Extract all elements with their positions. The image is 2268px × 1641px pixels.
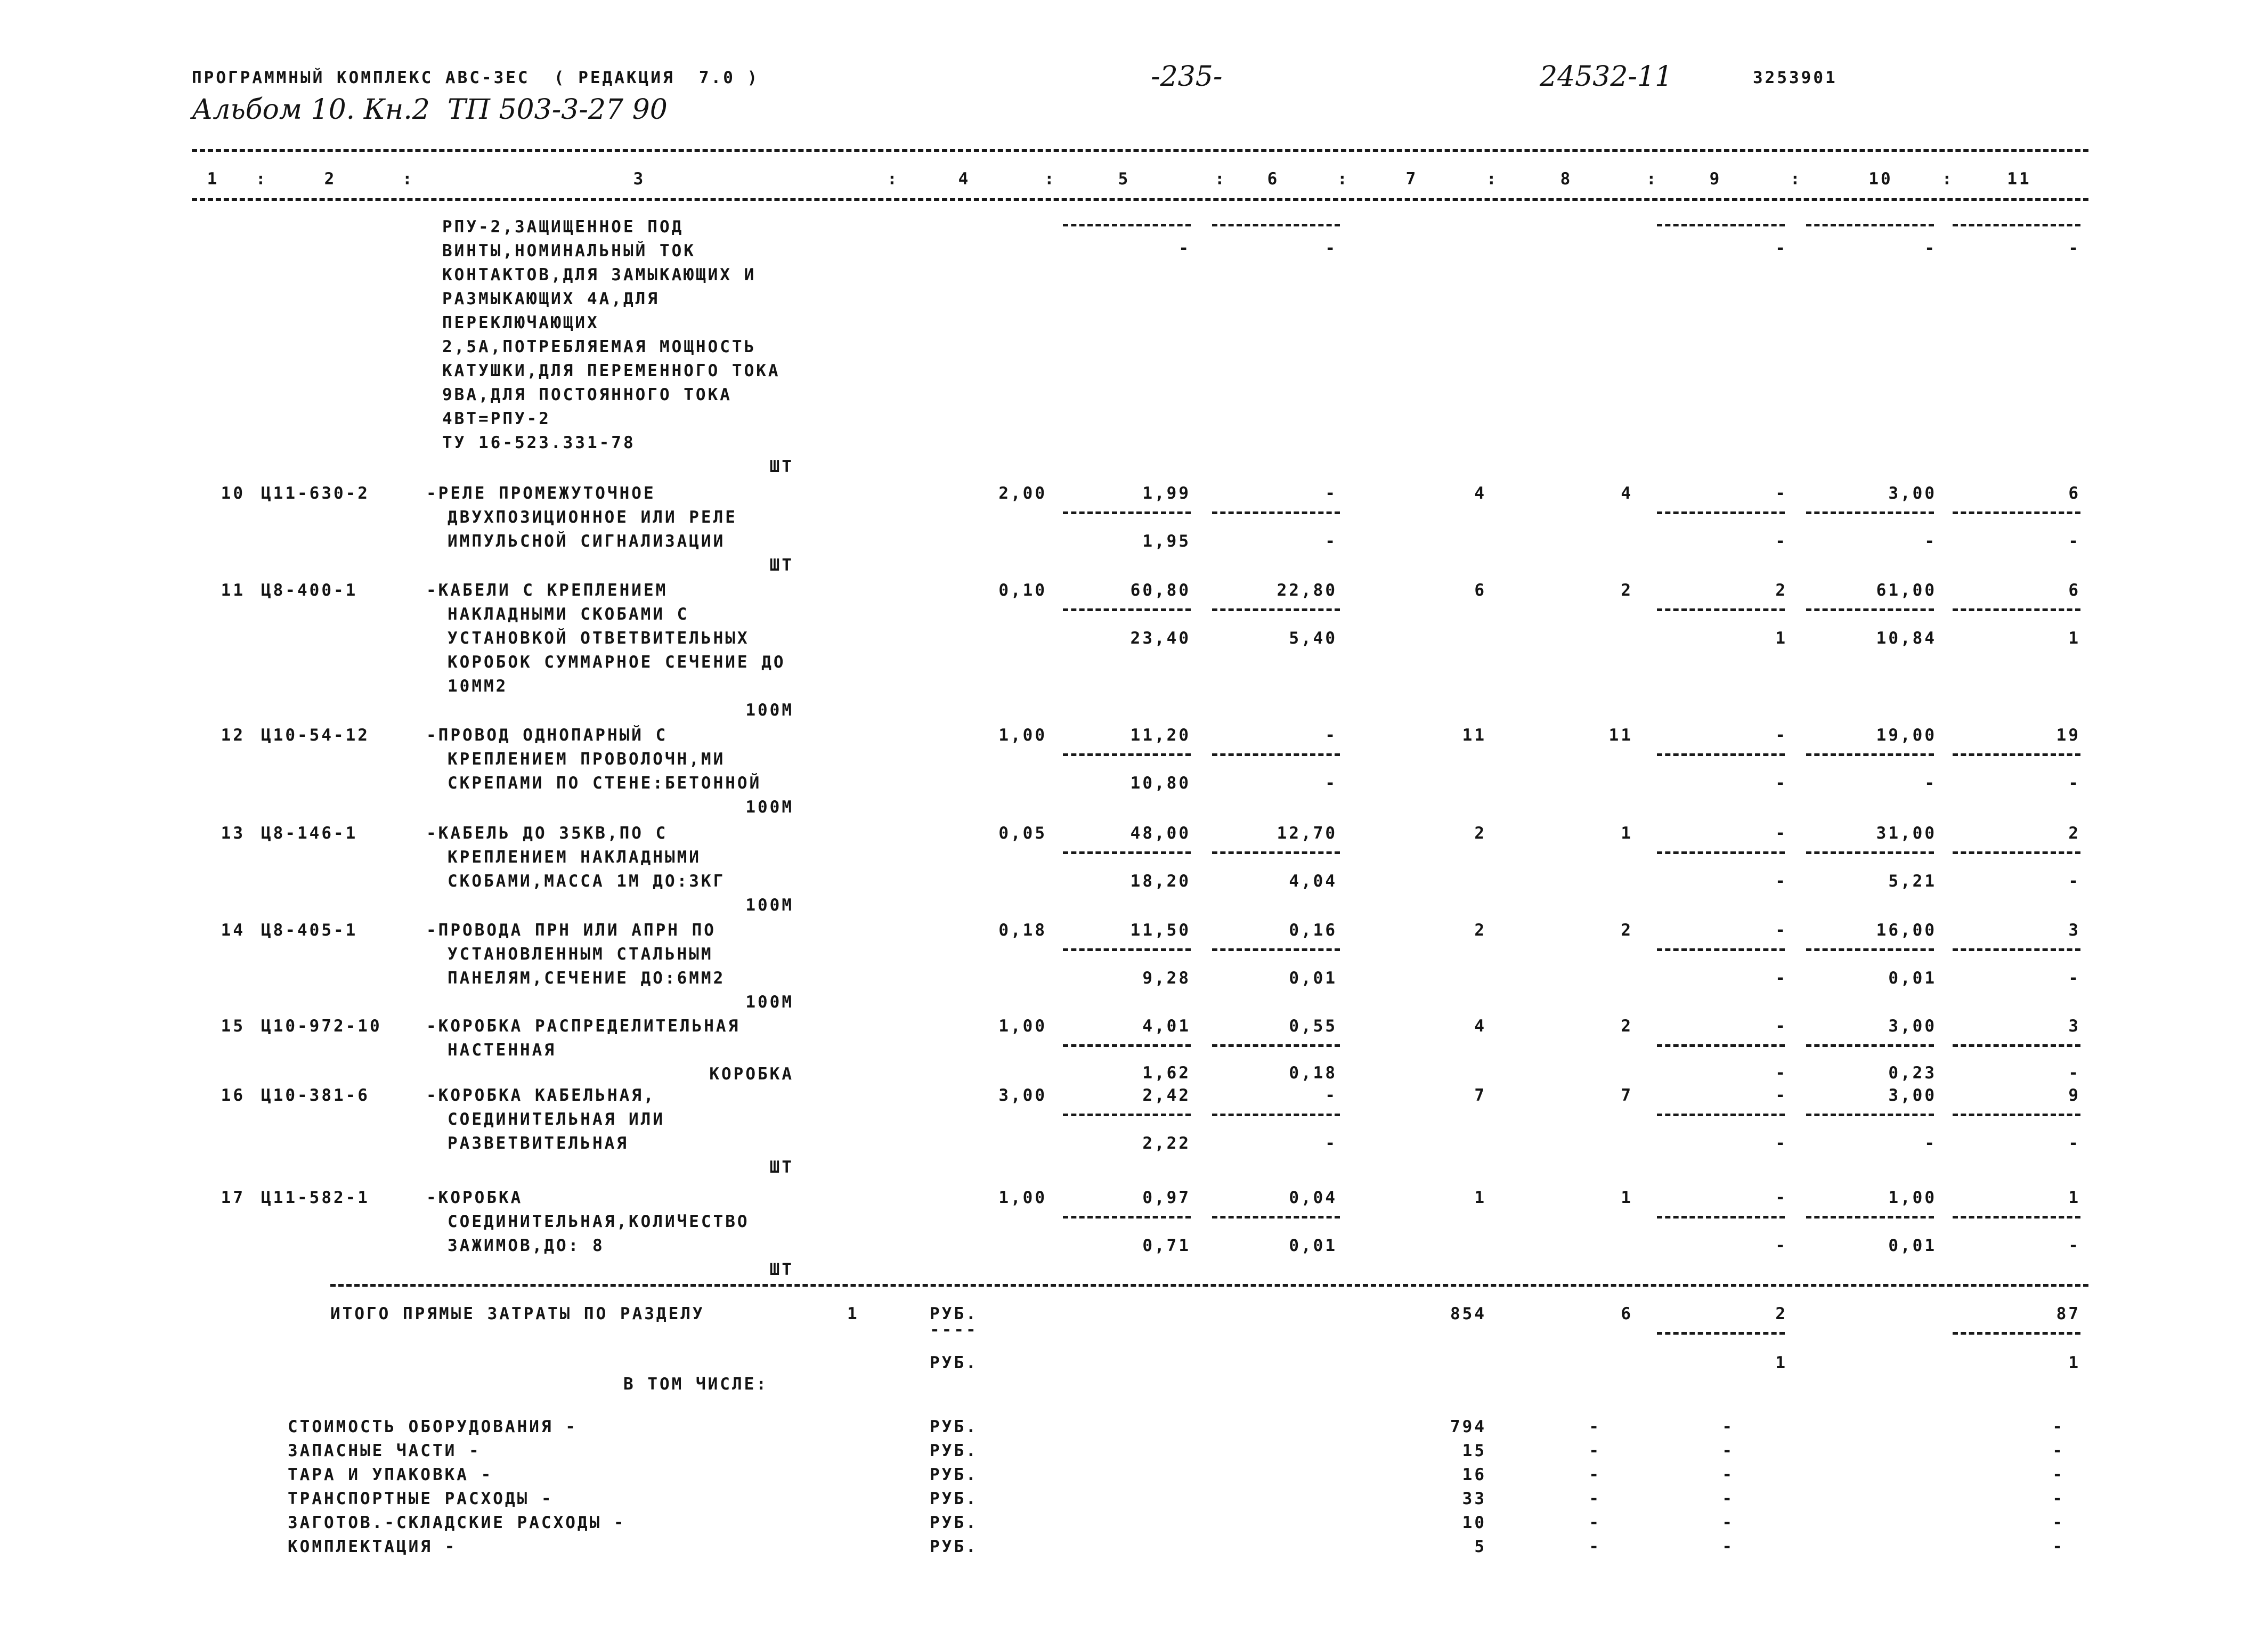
breakdown-c8: -: [1589, 1513, 1601, 1532]
cell-c9-sub: 1: [1775, 629, 1787, 648]
cell-c9: -: [1775, 484, 1787, 503]
dashed-rule: [1063, 224, 1191, 226]
cell-c10: 19,00: [1876, 726, 1937, 745]
cell-c6-sub: 0,01: [1289, 1236, 1337, 1255]
dashed-rule: [1657, 608, 1785, 611]
cell-c10: 3,00: [1888, 1086, 1937, 1105]
breakdown-c11: -: [2052, 1537, 2064, 1556]
dashed-rule: [1657, 1114, 1785, 1116]
column-header-4: 4: [958, 169, 971, 189]
cell-c6-sub: 0,18: [1289, 1063, 1337, 1083]
item-name-line: -ПРОВОД ОДНОПАРНЫЙ С: [426, 726, 668, 745]
breakdown-label: ЗАГОТОВ.-СКЛАДСКИЕ РАСХОДЫ -: [288, 1513, 626, 1532]
breakdown-c9: -: [1722, 1489, 1734, 1508]
cell-c6: 0,16: [1289, 921, 1337, 940]
cell-c7: 1: [1474, 1188, 1486, 1207]
column-separator: :: [1215, 169, 1227, 189]
totals-c8: 6: [1621, 1304, 1633, 1323]
document-code: 24532-11: [1540, 61, 1673, 93]
dashed-rule: [1063, 511, 1191, 514]
unit-label: ШТ: [769, 457, 794, 476]
cell-c10-sub: -: [1924, 532, 1937, 551]
description-line: КОНТАКТОВ,ДЛЯ ЗАМЫКАЮЩИХ И: [442, 265, 757, 285]
item-name-line: -КОРОБКА РАСПРЕДЕЛИТЕЛЬНАЯ: [426, 1017, 741, 1036]
column-separator: :: [1044, 169, 1056, 189]
album-reference: Альбом 10. Кн.2 ТП 503-3-27 90: [192, 94, 668, 126]
cell-c5: 2,42: [1142, 1086, 1191, 1105]
cell-quantity: 1,00: [998, 1017, 1047, 1036]
breakdown-c7: 10: [1462, 1513, 1486, 1532]
breakdown-unit: РУБ.: [930, 1441, 978, 1460]
cell-c5: 1,99: [1142, 484, 1191, 503]
item-name-line: 10ММ2: [448, 677, 508, 696]
cell-c11: 3: [2068, 1017, 2080, 1036]
dashed-rule: [1063, 948, 1191, 951]
dashed-rule: [1657, 851, 1785, 854]
dashed-rule: [1953, 851, 2080, 854]
cell-c11-sub: -: [2068, 532, 2080, 551]
dashed-rule: [1806, 1216, 1934, 1218]
cell-quantity: 1,00: [998, 726, 1047, 745]
dashed-rule: [1953, 1044, 2080, 1047]
item-name-line: СКОБАМИ,МАССА 1М ДО:3КГ: [448, 872, 726, 891]
cell-c11: 19: [2056, 726, 2080, 745]
item-name-line: СОЕДИНИТЕЛЬНАЯ,КОЛИЧЕСТВО: [448, 1212, 750, 1231]
breakdown-c8: -: [1589, 1441, 1601, 1460]
cell-c11: 6: [2068, 581, 2080, 600]
item-name-line: СКРЕПАМИ ПО СТЕНЕ:БЕТОННОЙ: [448, 774, 762, 793]
cell-c7: 7: [1474, 1086, 1486, 1105]
document-id: 3253901: [1753, 68, 1838, 87]
description-line: РПУ-2,ЗАЩИЩЕННОЕ ПОД: [442, 217, 684, 237]
unit-label: 100М: [745, 896, 794, 915]
unit-label: КОРОБКА: [709, 1065, 794, 1084]
column-separator: :: [887, 169, 899, 189]
cell-c6-sub: -: [1325, 774, 1337, 793]
cell-c11-sub: -: [2068, 969, 2080, 988]
row-number: 13: [221, 824, 245, 843]
column-separator: :: [1790, 169, 1802, 189]
row-number: 14: [221, 921, 245, 940]
breakdown-c7: 16: [1462, 1465, 1486, 1484]
cell-c11-sub: -: [2068, 872, 2080, 891]
dashed-rule: [1657, 948, 1785, 951]
column-header-5: 5: [1118, 169, 1131, 189]
cell-c10: 61,00: [1876, 581, 1937, 600]
dashed-rule: [1063, 1044, 1191, 1047]
cell-c6-sub: 0,01: [1289, 969, 1337, 988]
dashed-rule: [1953, 753, 2080, 756]
item-name-line: НАКЛАДНЫМИ СКОБАМИ С: [448, 605, 689, 624]
breakdown-label: КОМПЛЕКТАЦИЯ -: [288, 1537, 457, 1556]
breakdown-c9: -: [1722, 1417, 1734, 1436]
dashed-rule: [1657, 753, 1785, 756]
cell-quantity: 0,18: [998, 921, 1047, 940]
dashed-rule: [1063, 608, 1191, 611]
cell-c9: -: [1775, 1086, 1787, 1105]
cell-c8: 4: [1621, 484, 1633, 503]
cell-c5-sub: 18,20: [1130, 872, 1191, 891]
cell-c5-sub: 2,22: [1142, 1134, 1191, 1153]
cell-c6: 0,55: [1289, 1017, 1337, 1036]
cell-c11: 3: [2068, 921, 2080, 940]
breakdown-label: ТАРА И УПАКОВКА -: [288, 1465, 493, 1484]
dashed-rule: [1063, 1114, 1191, 1116]
dashed-rule: [1953, 608, 2080, 611]
item-name-line: УСТАНОВКОЙ ОТВЕТВИТЕЛЬНЫХ: [448, 629, 750, 648]
cell-c8: 7: [1621, 1086, 1633, 1105]
item-name-line: СОЕДИНИТЕЛЬНАЯ ИЛИ: [448, 1110, 665, 1129]
column-header-10: 10: [1868, 169, 1893, 189]
description-line: 4ВТ=РПУ-2: [442, 409, 551, 428]
breakdown-c11: -: [2052, 1465, 2064, 1484]
cell-c5-sub: 9,28: [1142, 969, 1191, 988]
dashed-rule: [1953, 224, 2080, 226]
cell-c10: 31,00: [1876, 824, 1937, 843]
cell-c9-sub: -: [1775, 1236, 1787, 1255]
breakdown-c7: 33: [1462, 1489, 1486, 1508]
item-name-line: ПАНЕЛЯМ,СЕЧЕНИЕ ДО:6ММ2: [448, 969, 726, 988]
cell-c11-sub: -: [2068, 1236, 2080, 1255]
cell-c6: 0,04: [1289, 1188, 1337, 1207]
dashed-rule: [1212, 511, 1340, 514]
dashed-rule: [1806, 511, 1934, 514]
item-name-line: -КОРОБКА: [426, 1188, 523, 1207]
dashed-rule: [1212, 1216, 1340, 1218]
cell-quantity: 2,00: [998, 484, 1047, 503]
breakdown-label: ЗАПАСНЫЕ ЧАСТИ -: [288, 1441, 481, 1460]
totals-label: ИТОГО ПРЯМЫЕ ЗАТРАТЫ ПО РАЗДЕЛУ: [330, 1304, 705, 1323]
dashed-rule: [1806, 1044, 1934, 1047]
cell-c11-sub: -: [2068, 1134, 2080, 1153]
totals-c7: 854: [1450, 1304, 1486, 1323]
row-number: 12: [221, 726, 245, 745]
cell-c5: 48,00: [1130, 824, 1191, 843]
cell-c10: 3,00: [1888, 484, 1937, 503]
description-line: 9ВА,ДЛЯ ПОСТОЯННОГО ТОКА: [442, 385, 732, 404]
cell-c7: 4: [1474, 484, 1486, 503]
cell-c9: -: [1775, 239, 1787, 258]
breakdown-c11: -: [2052, 1441, 2064, 1460]
totals-unit: РУБ.: [930, 1304, 978, 1323]
including-heading: В ТОМ ЧИСЛЕ:: [623, 1375, 768, 1394]
dashed-rule: [1953, 1114, 2080, 1116]
cell-c9-sub: -: [1775, 872, 1787, 891]
cell-c10: -: [1924, 239, 1937, 258]
unit-label: 100М: [745, 993, 794, 1012]
column-header-11: 11: [2007, 169, 2031, 189]
cell-c8: 2: [1621, 921, 1633, 940]
column-header-3: 3: [633, 169, 646, 189]
cell-c9-sub: -: [1775, 774, 1787, 793]
unit-label: ШТ: [769, 556, 794, 575]
cell-c5: 60,80: [1130, 581, 1191, 600]
dashed-rule: [1806, 851, 1934, 854]
dashed-rule: [1657, 224, 1785, 226]
cell-c11: 2: [2068, 824, 2080, 843]
cell-c6-sub: -: [1325, 532, 1337, 551]
row-number: 15: [221, 1017, 245, 1036]
cell-c7: 6: [1474, 581, 1486, 600]
cell-c8: 1: [1621, 1188, 1633, 1207]
item-name-line: -КАБЕЛЬ ДО 35КВ,ПО С: [426, 824, 668, 843]
cell-c9: -: [1775, 1188, 1787, 1207]
cell-c6: -: [1325, 484, 1337, 503]
breakdown-label: ТРАНСПОРТНЫЕ РАСХОДЫ -: [288, 1489, 554, 1508]
dashed-rule: [1212, 948, 1340, 951]
column-separator: :: [1337, 169, 1350, 189]
breakdown-c7: 15: [1462, 1441, 1486, 1460]
breakdown-unit: РУБ.: [930, 1489, 978, 1508]
breakdown-c9: -: [1722, 1441, 1734, 1460]
breakdown-c9: -: [1722, 1513, 1734, 1532]
cell-c9: -: [1775, 921, 1787, 940]
item-name-line: -КОРОБКА КАБЕЛЬНАЯ,: [426, 1086, 656, 1105]
unit-label: ШТ: [769, 1260, 794, 1279]
totals-c11: 87: [2056, 1304, 2080, 1323]
totals-c9-sub: 1: [1775, 1353, 1787, 1372]
cell-c9-sub: -: [1775, 532, 1787, 551]
cell-c9: -: [1775, 824, 1787, 843]
breakdown-unit: РУБ.: [930, 1465, 978, 1484]
breakdown-c11: -: [2052, 1489, 2064, 1508]
dashed-rule: [1806, 753, 1934, 756]
column-header-7: 7: [1405, 169, 1418, 189]
breakdown-c9: -: [1722, 1465, 1734, 1484]
column-separator: :: [402, 169, 414, 189]
item-name-line: КРЕПЛЕНИЕМ ПРОВОЛОЧН,МИ: [448, 750, 726, 769]
cell-c5-sub: 10,80: [1130, 774, 1191, 793]
dashed-rule: [1953, 1216, 2080, 1218]
cell-quantity: 0,05: [998, 824, 1047, 843]
totals-c9: 2: [1775, 1304, 1787, 1323]
breakdown-c11: -: [2052, 1417, 2064, 1436]
cell-c10-sub: -: [1924, 1134, 1937, 1153]
dashed-rule: [1063, 753, 1191, 756]
item-name-line: ЗАЖИМОВ,ДО: 8: [448, 1236, 605, 1255]
breakdown-c8: -: [1589, 1537, 1601, 1556]
item-name-line: КОРОБОК СУММАРНОЕ СЕЧЕНИЕ ДО: [448, 653, 786, 672]
cell-c10-sub: -: [1924, 774, 1937, 793]
cell-quantity: 3,00: [998, 1086, 1047, 1105]
breakdown-unit: РУБ.: [930, 1537, 978, 1556]
norm-code: Ц8-405-1: [261, 921, 358, 940]
cell-c11-sub: -: [2068, 1063, 2080, 1083]
cell-c8: 1: [1621, 824, 1633, 843]
column-separator: :: [1486, 169, 1499, 189]
cell-c11: 9: [2068, 1086, 2080, 1105]
cell-quantity: 0,10: [998, 581, 1047, 600]
dashed-rule: [1806, 1114, 1934, 1116]
cell-c11: 1: [2068, 1188, 2080, 1207]
totals-c11-sub: 1: [2068, 1353, 2080, 1372]
cell-c5-sub: 23,40: [1130, 629, 1191, 648]
cell-quantity: 1,00: [998, 1188, 1047, 1207]
cell-c9: -: [1775, 726, 1787, 745]
norm-code: Ц8-400-1: [261, 581, 358, 600]
dashed-rule: [1657, 1216, 1785, 1218]
column-header-8: 8: [1560, 169, 1573, 189]
item-name-line: УСТАНОВЛЕННЫМ СТАЛЬНЫМ: [448, 945, 713, 964]
row-number: 11: [221, 581, 245, 600]
cell-c8: 2: [1621, 1017, 1633, 1036]
cell-c9-sub: -: [1775, 1134, 1787, 1153]
dashed-rule: [1212, 753, 1340, 756]
norm-code: Ц10-54-12: [261, 726, 370, 745]
cell-c5: 4,01: [1142, 1017, 1191, 1036]
description-line: КАТУШКИ,ДЛЯ ПЕРЕМЕННОГО ТОКА: [442, 361, 781, 380]
dashed-rule: [1063, 851, 1191, 854]
dashed-rule: [1212, 1114, 1340, 1116]
cell-c5-sub: 1,95: [1142, 532, 1191, 551]
cell-c6: -: [1325, 239, 1337, 258]
program-header: ПРОГРАММНЫЙ КОМПЛЕКС АВС-ЗЕС ( РЕДАКЦИЯ 7.0 ): [192, 68, 760, 87]
breakdown-c9: -: [1722, 1537, 1734, 1556]
header-rule-bottom: [192, 198, 2088, 201]
cell-c10: 1,00: [1888, 1188, 1937, 1207]
cell-c10: 16,00: [1876, 921, 1937, 940]
dashed-rule: [1212, 224, 1340, 226]
norm-code: Ц8-146-1: [261, 824, 358, 843]
cell-c5-sub: 1,62: [1142, 1063, 1191, 1083]
unit-label: 100М: [745, 701, 794, 720]
description-line: ТУ 16-523.331-78: [442, 433, 636, 452]
cell-c6: -: [1325, 1086, 1337, 1105]
cell-c11-sub: 1: [2068, 629, 2080, 648]
cell-c5-sub: 0,71: [1142, 1236, 1191, 1255]
cell-c6-sub: 5,40: [1289, 629, 1337, 648]
dashed-rule: [1953, 948, 2080, 951]
dashed-rule: [1806, 224, 1934, 226]
dashed-rule: [1657, 1332, 1785, 1335]
norm-code: Ц10-381-6: [261, 1086, 370, 1105]
cell-c7: 4: [1474, 1017, 1486, 1036]
dashed-rule: [1212, 608, 1340, 611]
header-rule-top: [192, 149, 2088, 152]
cell-c6-sub: -: [1325, 1134, 1337, 1153]
breakdown-unit: РУБ.: [930, 1417, 978, 1436]
cell-c6-sub: 4,04: [1289, 872, 1337, 891]
totals-section: 1: [847, 1304, 859, 1323]
cell-c10-sub: 0,01: [1888, 1236, 1937, 1255]
norm-code: Ц11-630-2: [261, 484, 370, 503]
cell-c8: 2: [1621, 581, 1633, 600]
breakdown-c7: 794: [1450, 1417, 1486, 1436]
item-name-line: ДВУХПОЗИЦИОННОЕ ИЛИ РЕЛЕ: [448, 508, 737, 527]
cell-c11: 6: [2068, 484, 2080, 503]
dashed-rule: [1806, 948, 1934, 951]
cell-c9-sub: -: [1775, 969, 1787, 988]
row-number: 16: [221, 1086, 245, 1105]
item-name-line: РАЗВЕТВИТЕЛЬНАЯ: [448, 1134, 629, 1153]
unit-label: ШТ: [769, 1158, 794, 1177]
dashed-rule: [1806, 608, 1934, 611]
dashed-rule: [1212, 1044, 1340, 1047]
dashed-rule: [1953, 1332, 2080, 1335]
cell-c7: 11: [1462, 726, 1486, 745]
totals-dash: ----: [930, 1320, 978, 1339]
dashed-rule: [1657, 511, 1785, 514]
totals-unit: РУБ.: [930, 1353, 978, 1372]
row-number: 17: [221, 1188, 245, 1207]
dashed-rule: [1953, 511, 2080, 514]
breakdown-label: СТОИМОСТЬ ОБОРУДОВАНИЯ -: [288, 1417, 578, 1436]
cell-c7: 2: [1474, 824, 1486, 843]
column-header-2: 2: [324, 169, 337, 189]
cell-c10-sub: 0,23: [1888, 1063, 1937, 1083]
cell-c8: 11: [1608, 726, 1633, 745]
cell-c5: 11,50: [1130, 921, 1191, 940]
description-line: ВИНТЫ,НОМИНАЛЬНЫЙ ТОК: [442, 241, 696, 261]
dashed-rule: [1212, 851, 1340, 854]
page-number: -235-: [1151, 61, 1223, 93]
cell-c11-sub: -: [2068, 774, 2080, 793]
item-name-line: -ПРОВОДА ПРН ИЛИ АПРН ПО: [426, 921, 716, 940]
breakdown-unit: РУБ.: [930, 1513, 978, 1532]
breakdown-c11: -: [2052, 1513, 2064, 1532]
breakdown-c7: 5: [1474, 1537, 1486, 1556]
unit-label: 100М: [745, 798, 794, 817]
item-name-line: -КАБЕЛИ С КРЕПЛЕНИЕМ: [426, 581, 668, 600]
cell-c10: 3,00: [1888, 1017, 1937, 1036]
item-name-line: КРЕПЛЕНИЕМ НАКЛАДНЫМИ: [448, 848, 701, 867]
column-header-1: 1: [207, 169, 220, 189]
description-line: ПЕРЕКЛЮЧАЮЩИХ: [442, 313, 599, 332]
item-name-line: ИМПУЛЬСНОЙ СИГНАЛИЗАЦИИ: [448, 532, 726, 551]
row-number: 10: [221, 484, 245, 503]
cell-c10-sub: 10,84: [1876, 629, 1937, 648]
item-name-line: НАСТЕННАЯ: [448, 1041, 556, 1060]
breakdown-c8: -: [1589, 1465, 1601, 1484]
norm-code: Ц10-972-10: [261, 1017, 382, 1036]
cell-c5: 0,97: [1142, 1188, 1191, 1207]
cell-c6: 22,80: [1277, 581, 1337, 600]
breakdown-c8: -: [1589, 1489, 1601, 1508]
column-separator: :: [256, 169, 268, 189]
description-line: 2,5А,ПОТРЕБЛЯЕМАЯ МОЩНОСТЬ: [442, 337, 757, 356]
cell-c5: 11,20: [1130, 726, 1191, 745]
norm-code: Ц11-582-1: [261, 1188, 370, 1207]
column-header-9: 9: [1709, 169, 1722, 189]
cell-c10-sub: 0,01: [1888, 969, 1937, 988]
cell-c5: -: [1178, 239, 1191, 258]
cell-c9: -: [1775, 1017, 1787, 1036]
dashed-rule: [1657, 1044, 1785, 1047]
cell-c10-sub: 5,21: [1888, 872, 1937, 891]
cell-c9: 2: [1775, 581, 1787, 600]
cell-c6: -: [1325, 726, 1337, 745]
cell-c6: 12,70: [1277, 824, 1337, 843]
breakdown-c8: -: [1589, 1417, 1601, 1436]
cell-c9-sub: -: [1775, 1063, 1787, 1083]
totals-rule: [330, 1284, 2088, 1287]
column-separator: :: [1646, 169, 1659, 189]
cell-c7: 2: [1474, 921, 1486, 940]
dashed-rule: [1063, 1216, 1191, 1218]
column-header-6: 6: [1267, 169, 1280, 189]
item-name-line: -РЕЛЕ ПРОМЕЖУТОЧНОЕ: [426, 484, 656, 503]
column-separator: :: [1942, 169, 1954, 189]
description-line: РАЗМЫКАЮЩИХ 4А,ДЛЯ: [442, 289, 660, 308]
cell-c11: -: [2068, 239, 2080, 258]
